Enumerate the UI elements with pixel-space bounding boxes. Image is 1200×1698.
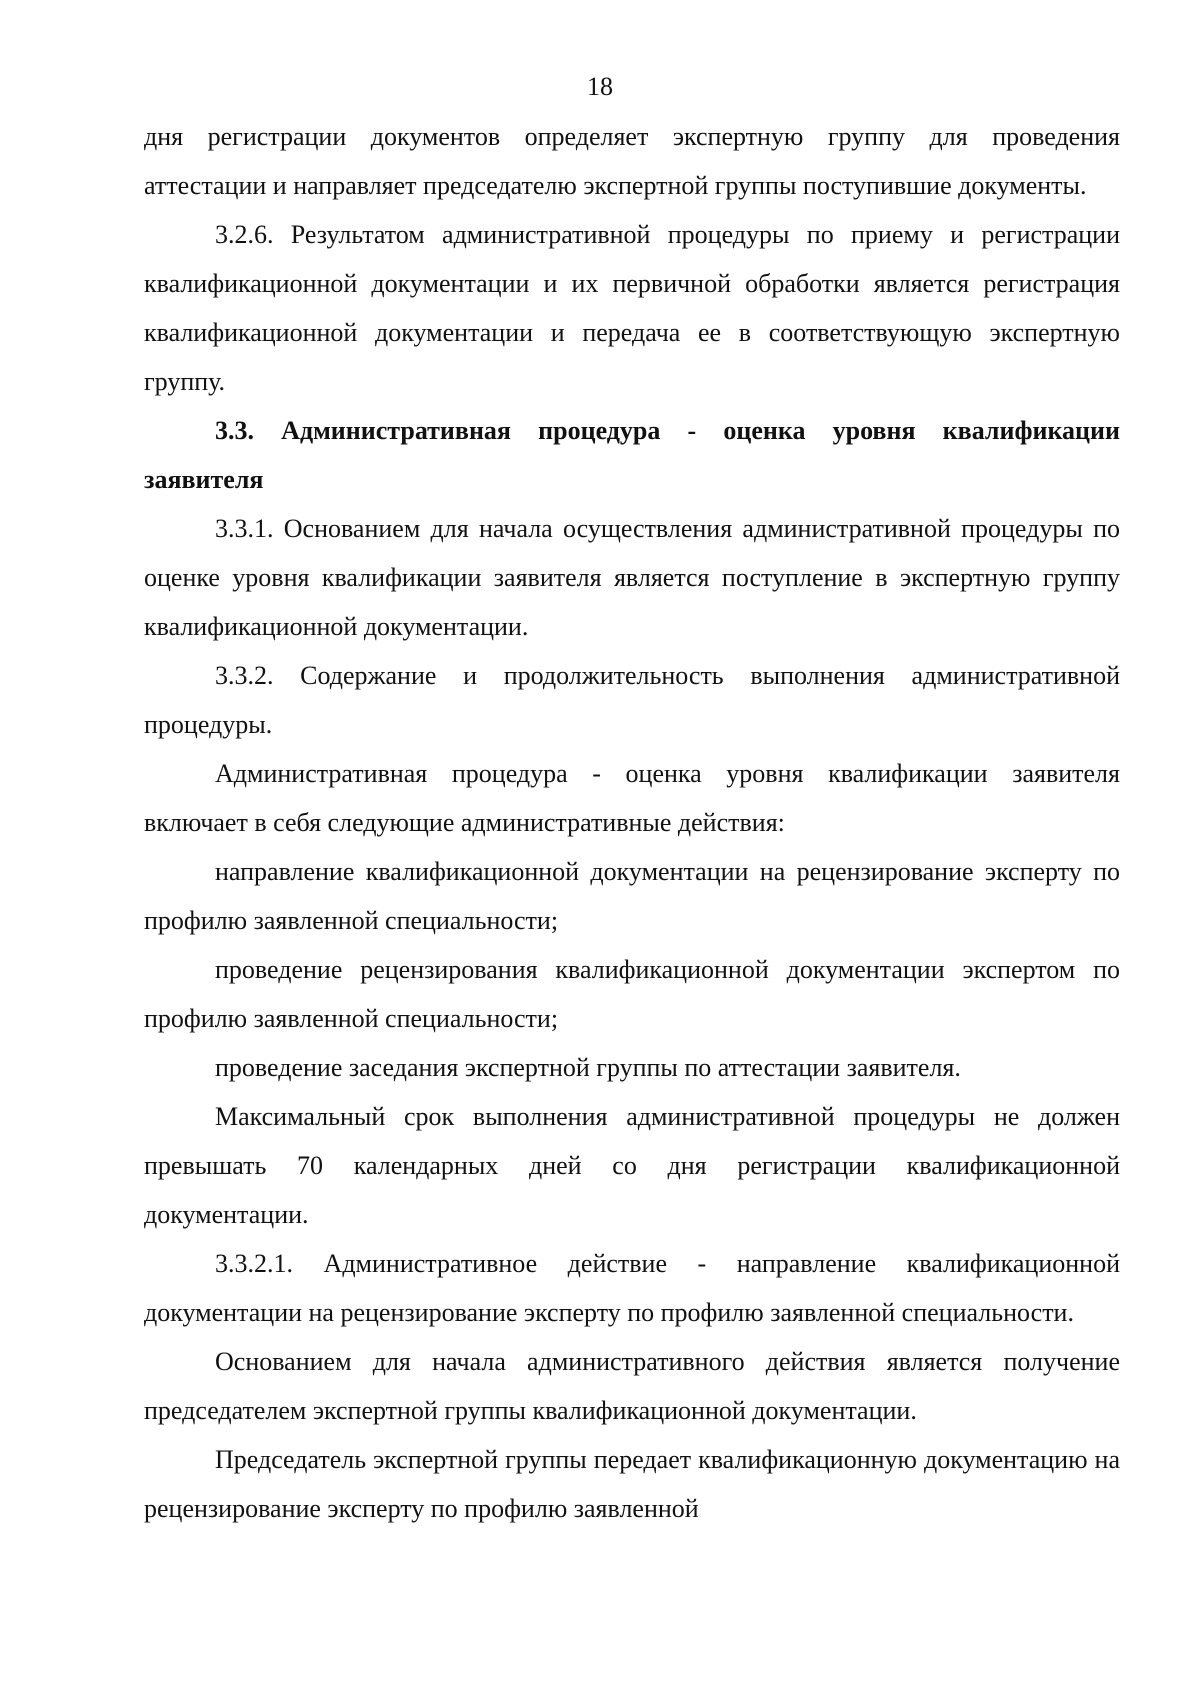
- page-number: 18: [587, 72, 613, 101]
- paragraph: 3.3.2. Содержание и продолжительность выполнения административной процедуры.: [144, 661, 1120, 739]
- paragraph: Административная процедура - оценка уровня квалификации заявителя включает в себя следующие административные действия:: [144, 759, 1120, 837]
- paragraph: 3.3.1. Основанием для начала осуществления административной процедуры по оценке уровня квалификации заявителя является поступление в экспертную группу квалификационной документации.: [144, 514, 1120, 641]
- list-item: направление квалификационной документации на рецензирование эксперту по профилю заявленной специальности;: [144, 857, 1120, 935]
- paragraph: Максимальный срок выполнения административной процедуры не должен превышать 70 календарных дней со дня регистрации квалификационной документации.: [144, 1102, 1120, 1229]
- paragraph: 3.3.2.1. Административное действие - направление квалификационной документации на рецензирование эксперту по профилю заявленной специальности.: [144, 1249, 1120, 1327]
- list-item: проведение заседания экспертной группы по аттестации заявителя.: [215, 1053, 961, 1082]
- paragraph: Председатель экспертной группы передает квалификационную документацию на рецензирование эксперту по профилю заявленной: [144, 1445, 1120, 1523]
- paragraph: дня регистрации документов определяет экспертную группу для проведения аттестации и направляет председателю экспертной группы поступившие документы.: [144, 122, 1120, 200]
- paragraph: 3.2.6. Результатом административной процедуры по приему и регистрации квалификационной документации и их первичной обработки является регистрация квалификационной документации и передача ее в соответствующую экспертную группу.: [144, 220, 1120, 396]
- page-content: [144, 112, 1120, 1533]
- section-heading: 3.3. Административная процедура - оценка уровня квалификации заявителя: [144, 416, 1120, 494]
- paragraph: Основанием для начала административного действия является получение председателем экспертной группы квалификационной документации.: [144, 1347, 1120, 1425]
- list-item: проведение рецензирования квалификационной документации экспертом по профилю заявленной специальности;: [144, 955, 1120, 1033]
